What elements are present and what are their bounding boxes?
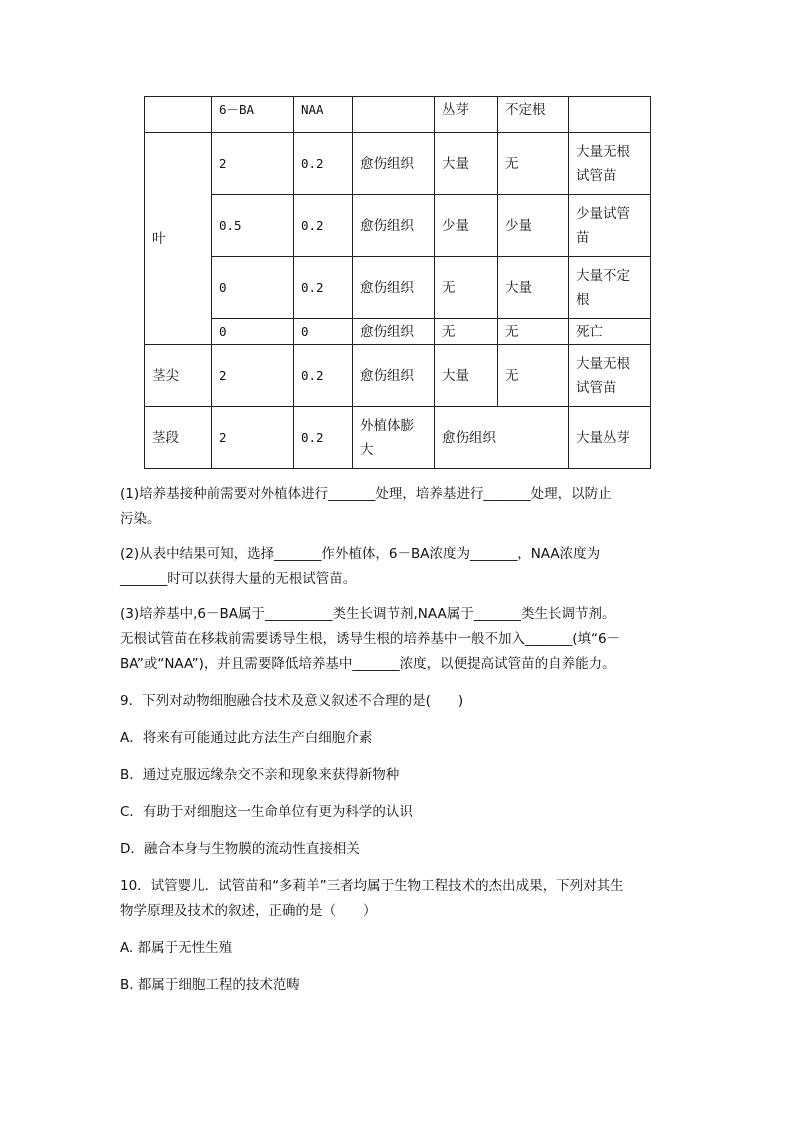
- result-line: 苗: [576, 229, 590, 246]
- shoots-cell: 大量: [435, 345, 498, 407]
- question-line: (3)培养基中,6－BA属于__________类生长调节剂,NAA属于_______类生长调节剂。: [120, 606, 616, 622]
- result-line: 根: [576, 291, 590, 308]
- callus-line: 外植体膨: [360, 417, 414, 434]
- header-cell-6ba: 6－BA: [212, 97, 294, 133]
- result-cell: [569, 345, 651, 407]
- callus-cell: [353, 407, 435, 469]
- result-line: 试管苗: [576, 167, 617, 184]
- question-3: [120, 602, 690, 677]
- question-line: 10．试管婴儿．试管苗和“多莉羊”三者均属于生物工程技术的杰出成果，下列对其生: [120, 878, 624, 894]
- ba-cell: 2: [212, 407, 294, 469]
- question-line: _______时可以获得大量的无根试管苗。: [120, 571, 357, 587]
- header-cell-shoots: 丛芽: [435, 97, 498, 133]
- explant-cell: 茎段: [145, 407, 212, 469]
- callus-line: 大: [360, 441, 374, 458]
- shoots-roots-merged-cell: 愈伤组织: [435, 407, 569, 469]
- question-9-option-d: D．融合本身与生物膜的流动性直接相关: [120, 841, 360, 857]
- question-9-stem: 9．下列对动物细胞融合技术及意义叙述不合理的是( ): [120, 693, 464, 709]
- table-header-row: [145, 97, 651, 133]
- result-line: 大量无根: [576, 143, 630, 160]
- callus-cell: 愈伤组织: [353, 195, 435, 257]
- result-cell: 死亡: [569, 319, 651, 345]
- question-10-option-b: B. 都属于细胞工程的技术范畴: [120, 977, 300, 993]
- culture-results-table: [144, 96, 651, 469]
- naa-cell: 0.2: [294, 195, 353, 257]
- roots-cell: 无: [498, 319, 569, 345]
- result-line: 大量不定: [576, 267, 630, 284]
- table-row: [145, 345, 651, 407]
- ba-cell: 2: [212, 345, 294, 407]
- naa-cell: 0.2: [294, 407, 353, 469]
- header-cell-callus: [353, 97, 435, 133]
- question-9-option-a: A．将来有可能通过此方法生产白细胞介素: [120, 730, 373, 746]
- naa-cell: 0: [294, 319, 353, 345]
- ba-cell: 0: [212, 257, 294, 319]
- header-cell-explant: [145, 97, 212, 133]
- table-row: [145, 257, 651, 319]
- question-10-stem: [120, 874, 690, 924]
- callus-cell: 愈伤组织: [353, 257, 435, 319]
- question-10-option-a: A. 都属于无性生殖: [120, 940, 233, 956]
- callus-cell: 愈伤组织: [353, 345, 435, 407]
- question-9-option-b: B．通过克服远缘杂交不亲和现象来获得新物种: [120, 767, 400, 783]
- table-row: [145, 319, 651, 345]
- result-cell: 大量丛芽: [569, 407, 651, 469]
- question-1: [120, 482, 690, 532]
- shoots-cell: 无: [435, 257, 498, 319]
- naa-cell: 0.2: [294, 133, 353, 195]
- shoots-cell: 大量: [435, 133, 498, 195]
- roots-cell: 少量: [498, 195, 569, 257]
- ba-cell: 0: [212, 319, 294, 345]
- callus-cell: 愈伤组织: [353, 319, 435, 345]
- question-line: (2)从表中结果可知，选择_______作外植体，6－BA浓度为_______，NAA浓度为: [120, 546, 601, 562]
- result-cell: [569, 257, 651, 319]
- explant-cell: 叶: [145, 133, 212, 345]
- result-cell: [569, 195, 651, 257]
- shoots-cell: 无: [435, 319, 498, 345]
- header-cell-naa: NAA: [294, 97, 353, 133]
- result-cell: [569, 133, 651, 195]
- explant-cell: 茎尖: [145, 345, 212, 407]
- question-line: 无根试管苗在移栽前需要诱导生根，诱导生根的培养基中一般不加入_______(填“6－: [120, 631, 621, 647]
- roots-cell: 无: [498, 345, 569, 407]
- question-9-option-c: C．有助于对细胞这一生命单位有更为科学的认识: [120, 804, 413, 820]
- question-line: 物学原理及技术的叙述，正确的是（ ）: [120, 903, 377, 919]
- callus-cell: 愈伤组织: [353, 133, 435, 195]
- table-row: [145, 407, 651, 469]
- table-row: [145, 133, 651, 195]
- ba-cell: 0.5: [212, 195, 294, 257]
- table-row: [145, 195, 651, 257]
- naa-cell: 0.2: [294, 345, 353, 407]
- ba-cell: 2: [212, 133, 294, 195]
- result-line: 试管苗: [576, 379, 617, 396]
- naa-cell: 0.2: [294, 257, 353, 319]
- shoots-cell: 少量: [435, 195, 498, 257]
- result-line: 大量无根: [576, 355, 630, 372]
- question-line: 污染。: [120, 511, 161, 527]
- question-line: (1)培养基接种前需要对外植体进行_______处理，培养基进行_______处理，以防止: [120, 486, 612, 502]
- roots-cell: 无: [498, 133, 569, 195]
- question-2: [120, 542, 690, 592]
- header-cell-result: [569, 97, 651, 133]
- header-cell-roots: 不定根: [498, 97, 569, 133]
- result-line: 少量试管: [576, 205, 630, 222]
- roots-cell: 大量: [498, 257, 569, 319]
- question-line: BA”或“NAA”)，并且需要降低培养基中_______浓度，以便提高试管苗的自养能力。: [120, 656, 616, 672]
